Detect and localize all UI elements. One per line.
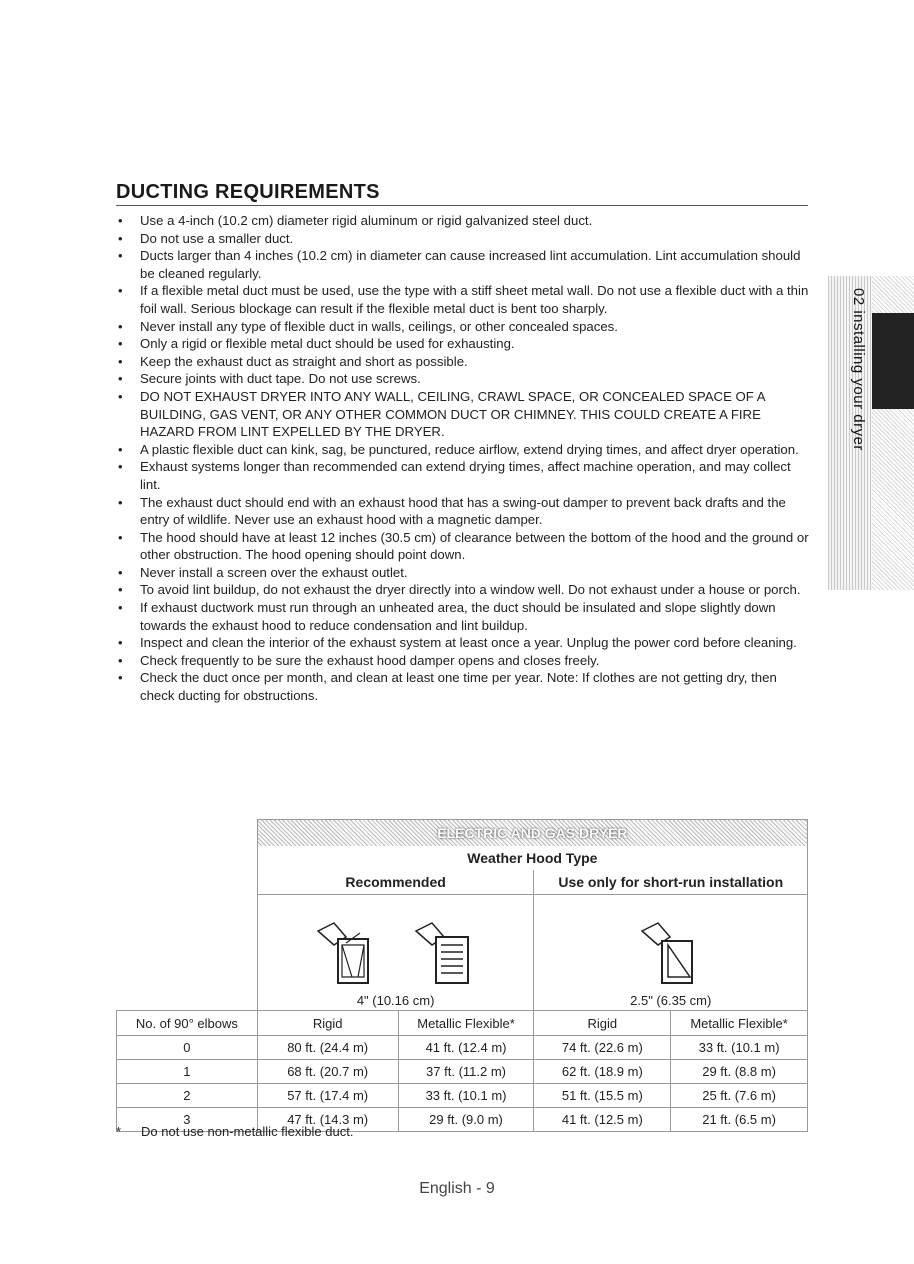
table-row	[117, 1036, 808, 1060]
table-row	[117, 1060, 808, 1084]
list-item: • Check frequently to be sure the exhaust hood damper opens and closes freely.	[118, 652, 813, 670]
footnote-marker: *	[116, 1124, 122, 1139]
short-run-hood-cell	[534, 895, 808, 1011]
table-cell: 51 ft. (15.5 m)	[534, 1084, 671, 1108]
table-heading: ELECTRIC AND GAS DRYER	[257, 820, 807, 847]
column-header-rigid: Rigid	[534, 1011, 671, 1036]
section-title: DUCTING REQUIREMENTS	[116, 181, 380, 203]
table-cell: 29 ft. (8.8 m)	[671, 1060, 808, 1084]
vented-hood-icon	[410, 919, 480, 989]
list-item: • Use a 4-inch (10.2 cm) diameter rigid aluminum or rigid galvanized steel duct.	[118, 212, 813, 230]
table-cell: 29 ft. (9.0 m)	[398, 1108, 534, 1132]
list-item: • DO NOT EXHAUST DRYER INTO ANY WALL, CEILING, CRAWL SPACE, OR CONCEALED SPACE OF A BUILDING, GAS VENT, OR ANY OTHER COMMON DUCT OR CHIMNEY. THIS COULD CREATE A FIRE HAZARD FROM LINT EXPELLED BY THE DRYER.	[118, 388, 813, 441]
table-cell: 68 ft. (20.7 m)	[257, 1060, 398, 1084]
recommended-size: 4" (10.16 cm)	[356, 993, 435, 1008]
table-cell: 41 ft. (12.5 m)	[534, 1108, 671, 1132]
list-item: • Exhaust systems longer than recommended can extend drying times, affect machine operation, and may collect lint.	[118, 458, 813, 493]
list-item: • Secure joints with duct tape. Do not use screws.	[118, 370, 813, 388]
list-item: • The exhaust duct should end with an exhaust hood that has a swing-out damper to prevent back drafts and the entry of wildlife. Never use an exhaust hood with a magnetic damper.	[118, 494, 813, 529]
list-item: • Check the duct once per month, and clean at least one time per year. Note: If clothes are not getting dry, then check ducting for obstructions.	[118, 669, 813, 704]
footnote	[116, 1124, 353, 1139]
list-item: • The hood should have at least 12 inches (30.5 cm) of clearance between the bottom of the hood and the ground or other obstruction. The hood opening should point down.	[118, 529, 813, 564]
table-cell: 37 ft. (11.2 m)	[398, 1060, 534, 1084]
side-tab-marker	[872, 313, 914, 409]
table-cell: 21 ft. (6.5 m)	[671, 1108, 808, 1132]
table-cell: 0	[117, 1036, 258, 1060]
list-item: • Keep the exhaust duct as straight and short as possible.	[118, 353, 813, 371]
flap-hood-icon	[636, 919, 706, 989]
footnote-text: Do not use non-metallic flexible duct.	[141, 1124, 354, 1139]
list-item: • Ducts larger than 4 inches (10.2 cm) in diameter can cause increased lint accumulation. Lint accumulation should be cleaned regularly.	[118, 247, 813, 282]
table-cell: 62 ft. (18.9 m)	[534, 1060, 671, 1084]
column-header-flexible: Metallic Flexible*	[398, 1011, 534, 1036]
recommended-hoods-cell	[257, 895, 534, 1011]
table-cell: 1	[117, 1060, 258, 1084]
column-header-rigid: Rigid	[257, 1011, 398, 1036]
column-header-flexible: Metallic Flexible*	[671, 1011, 808, 1036]
side-tab-label: 02 installing your dryer	[850, 288, 867, 451]
short-run-header: Use only for short-run installation	[534, 870, 808, 895]
short-run-size: 2.5" (6.35 cm)	[630, 993, 712, 1008]
page-number: English - 9	[419, 1180, 495, 1197]
requirements-list	[118, 212, 813, 705]
table-cell: 74 ft. (22.6 m)	[534, 1036, 671, 1060]
list-item: • Do not use a smaller duct.	[118, 230, 813, 248]
column-header-elbows: No. of 90° elbows	[117, 1011, 258, 1036]
list-item: • Never install any type of flexible duct in walls, ceilings, or other concealed spaces.	[118, 318, 813, 336]
table-cell: 3	[117, 1108, 258, 1132]
list-item: • Never install a screen over the exhaust outlet.	[118, 564, 813, 582]
louvered-hood-icon	[312, 919, 382, 989]
recommended-header: Recommended	[257, 870, 534, 895]
list-item: • To avoid lint buildup, do not exhaust the dryer directly into a window well. Do not exhaust under a house or porch.	[118, 581, 813, 599]
chapter-side-tab	[828, 276, 914, 590]
list-item: • Inspect and clean the interior of the exhaust system at least once a year. Unplug the power cord before cleaning.	[118, 634, 813, 652]
title-rule	[116, 205, 808, 206]
list-item: • If exhaust ductwork must run through an unheated area, the duct should be insulated and slope slightly down towards the exhaust hood to reduce condensation and lint buildup.	[118, 599, 813, 634]
table-cell: 41 ft. (12.4 m)	[398, 1036, 534, 1060]
weather-hood-table	[116, 819, 808, 1132]
list-item: • If a flexible metal duct must be used, use the type with a stiff sheet metal wall. Do not use a flexible duct with a thin foil wall. Serious blockage can result if the flexible metal duct is bent too sharply.	[118, 282, 813, 317]
table-cell: 33 ft. (10.1 m)	[398, 1084, 534, 1108]
table-subheading: Weather Hood Type	[257, 846, 807, 870]
table-row	[117, 1084, 808, 1108]
table-cell: 57 ft. (17.4 m)	[257, 1084, 398, 1108]
table-cell: 80 ft. (24.4 m)	[257, 1036, 398, 1060]
table-cell: 47 ft. (14.3 m)	[257, 1108, 398, 1132]
table-cell: 2	[117, 1084, 258, 1108]
table-cell: 25 ft. (7.6 m)	[671, 1084, 808, 1108]
list-item: • A plastic flexible duct can kink, sag, be punctured, reduce airflow, extend drying times, and affect dryer operation.	[118, 441, 813, 459]
list-item: • Only a rigid or flexible metal duct should be used for exhausting.	[118, 335, 813, 353]
table-cell: 33 ft. (10.1 m)	[671, 1036, 808, 1060]
